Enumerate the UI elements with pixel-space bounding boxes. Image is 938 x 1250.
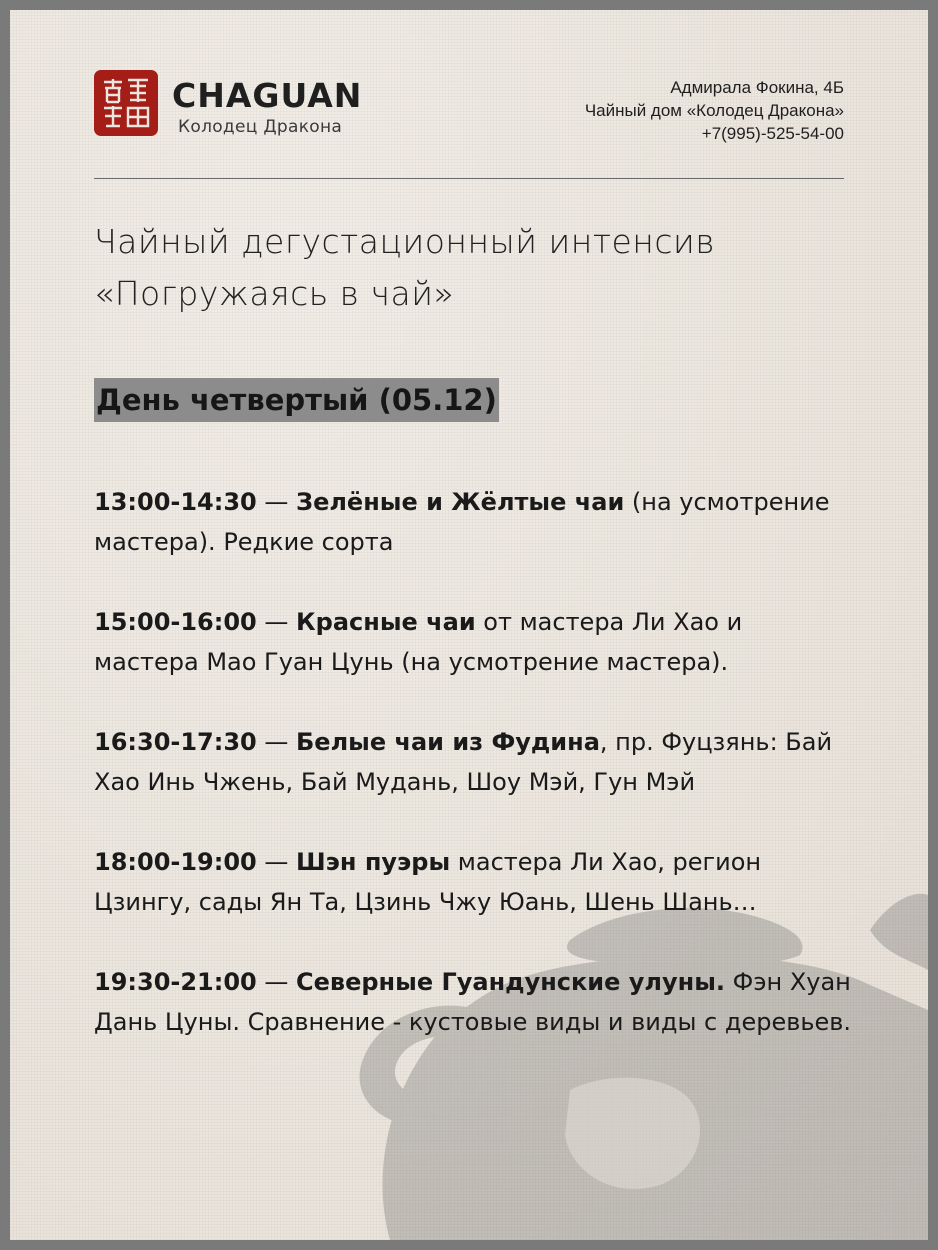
brand-logo [94,70,394,150]
venue-name: Чайный дом «Колодец Дракона» [584,101,844,120]
item-name: Красные чаи [296,608,476,636]
contact-block [585,76,844,145]
brand-name: CHAGUAN [172,76,363,115]
item-name: Зелёные и Жёлтые чаи [296,488,625,516]
item-separator: — [256,848,297,876]
item-time: 15:00-16:00 [94,608,257,636]
item-name: Северные Гуандунские улуны. [296,968,726,996]
item-description: (на усмотрение мастера). Редкие сорта [94,488,830,556]
item-time: 19:30-21:00 [94,968,257,996]
schedule-list [94,482,854,1082]
schedule-item [94,842,854,922]
page-title [94,216,874,320]
day-heading: День четвертый (05.12) [94,378,499,422]
address: Адмирала Фокина, 4Б [670,78,844,97]
brand-subtitle: Колодец Дракона [178,117,343,137]
schedule-item [94,722,854,802]
item-time: 16:30-17:30 [94,728,257,756]
item-name: Шэн пуэры [296,848,451,876]
item-description: от мастера Ли Хао и мастера Мао Гуан Цунь (на усмотрение мастера). [94,608,743,676]
header-divider [94,178,844,179]
item-separator: — [256,728,297,756]
menu-page [10,10,928,1240]
item-time: 13:00-14:30 [94,488,257,516]
schedule-item [94,602,854,682]
title-line-1: Чайный дегустационный интенсив [94,222,716,261]
item-separator: — [256,608,297,636]
item-description: мастера Ли Хао, регион Цзингу, сады Ян Та, Цзинь Чжу Юань, Шень Шань… [94,848,762,916]
item-description: Фэн Хуан Дань Цуны. Сравнение - кустовые виды и виды с деревьев. [94,968,852,1036]
phone-number: +7(995)-525-54-00 [701,124,844,143]
item-description: , пр. Фуцзянь: Бай Хао Инь Чжень, Бай Мудань, Шоу Мэй, Гун Мэй [94,728,833,796]
title-line-2: «Погружаясь в чай» [94,274,455,313]
item-separator: — [256,968,297,996]
schedule-item [94,962,854,1042]
item-separator: — [256,488,297,516]
seal-icon [94,70,158,136]
schedule-item [94,482,854,562]
item-time: 18:00-19:00 [94,848,257,876]
item-name: Белые чаи из Фудина [296,728,600,756]
